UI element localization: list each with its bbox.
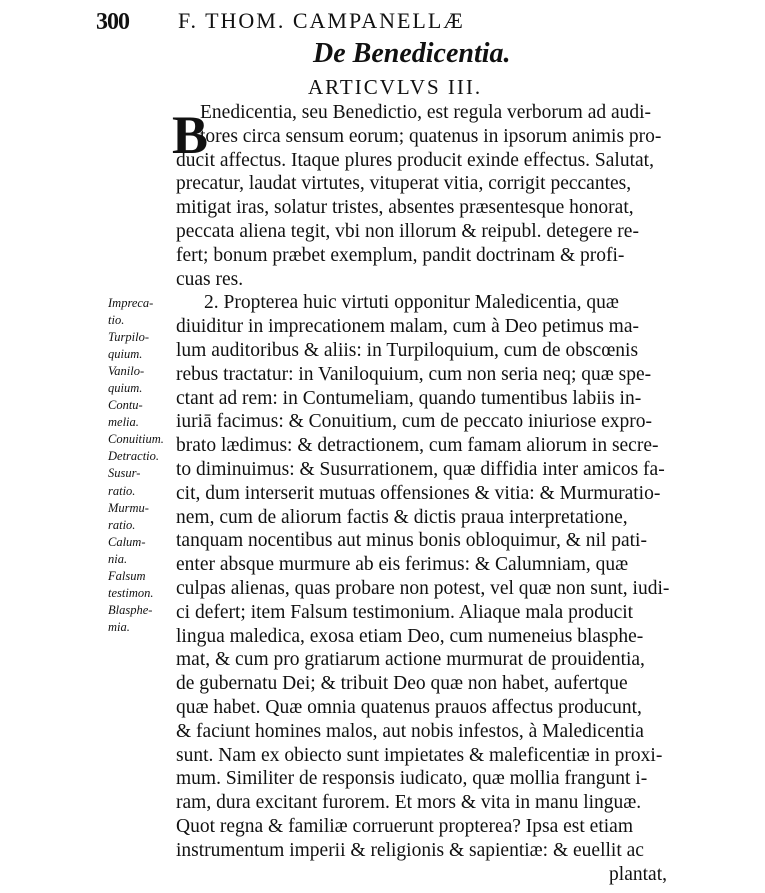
text-line: tanquam nocentibus aut minus bonis obloquimur, & nil pati- <box>176 530 647 552</box>
text-line: Enedicentia, seu Benedictio, est regula verborum ad audi- <box>200 102 652 123</box>
margin-note: Contu- <box>108 398 143 413</box>
text-line: ducit affectus. Itaque plures producit exinde effectus. Salutat, <box>176 149 654 171</box>
text-line: brato lædimus: & detractionem, cum famam aliorum in secre- <box>176 435 659 457</box>
page-number: 300 <box>96 9 129 35</box>
margin-note: Vanilo- <box>108 364 145 379</box>
body-text <box>176 101 671 886</box>
text-line: enter absque murmure ab eis ferimus: & Calumniam, quæ <box>176 554 629 576</box>
margin-note: nia. <box>108 551 128 566</box>
margin-note: quium. <box>108 347 143 362</box>
text-line: ram, dura excitant furorem. Et mors & vita in manu linguæ. <box>176 792 642 814</box>
margin-note: ratio. <box>108 517 136 532</box>
text-line: mat, & cum pro gratiarum actione murmurat de prouidentia, <box>176 649 645 671</box>
text-line: lingua maledica, exosa etiam Deo, cum numeneius blasphe- <box>176 625 644 647</box>
text-line: ci defert; item Falsum testimonium. Aliaque mala producit <box>176 601 634 623</box>
margin-note: Detractio. <box>108 449 160 464</box>
text-line: sunt. Nam ex obiecto sunt impietates & maleficentiæ in proxi- <box>176 744 663 766</box>
text-line: nem, cum de aliorum factis & dictis praua interpretatione, <box>176 506 628 528</box>
text-line: mum. Similiter de responsis iudicato, quæ mollia frangunt i- <box>176 768 648 790</box>
text-line: precatur, laudat virtutes, vituperat vitia, corrigit peccantes, <box>176 173 632 195</box>
margin-note: Calum- <box>108 534 146 549</box>
margin-note: Murmu- <box>108 500 149 515</box>
text-line: de gubernatu Dei; & tribuit Deo quæ non habet, aufertque <box>176 673 628 695</box>
text-line: fert; bonum præbet exemplum, pandit doctrinam & profi- <box>176 244 625 266</box>
text-line: cuas res. <box>176 268 244 290</box>
drop-cap: B <box>172 105 209 165</box>
margin-note: Conuitium. <box>108 432 164 447</box>
text-line: tores circa sensum eorum; quatenus in ipsorum animis pro- <box>200 125 662 147</box>
margin-note: Susur- <box>108 466 141 481</box>
text-line: to diminuimus: & Susurrationem, quæ diffidia inter amicos fa- <box>176 458 665 480</box>
catchword: plantat, <box>609 863 667 885</box>
section-title: De Benedicentia. <box>313 38 511 69</box>
text-line: rebus tractatur: in Vaniloquium, cum non seria neq; quæ spe- <box>176 363 652 385</box>
text-line: cit, dum interserit mutuas offensiones & vitia: & Murmuratio- <box>176 482 661 504</box>
text-line: peccata aliena tegit, vbi non illorum & reipubl. detegere re- <box>176 220 639 242</box>
margin-note: testimon. <box>108 585 154 600</box>
text-line: culpas alienas, quas probare non potest, vel quæ non sunt, iudi- <box>176 577 670 599</box>
text-line: instrumentum imperii & religionis & sapientiæ: & euellit ac <box>176 839 644 861</box>
margin-note: tio. <box>108 313 125 328</box>
margin-notes <box>108 295 176 636</box>
text-line: diuiditur in imprecationem malam, cum à Deo petimus ma- <box>176 316 640 338</box>
text-line: iuriā facimus: & Conuitium, cum de peccato iniuriose expro- <box>176 411 652 433</box>
margin-note: Turpilo- <box>108 330 149 345</box>
margin-note: melia. <box>108 415 139 430</box>
article-label: ARTICVLVS III. <box>308 75 483 99</box>
text-line: quæ habet. Quæ omnia quatenus prauos affectus producunt, <box>176 696 642 718</box>
margin-note: Impreca- <box>108 296 154 310</box>
margin-note: Blasphe- <box>108 602 153 617</box>
margin-note: Falsum <box>108 568 146 583</box>
margin-note: mia. <box>108 619 130 634</box>
text-line: lum auditoribus & aliis: in Turpiloquium, cum de obscœnis <box>176 339 639 361</box>
text-line: Quot regna & familiæ corruerunt propterea? Ipsa est etiam <box>176 815 633 837</box>
text-line: & faciunt homines malos, aut nobis infestos, à Maledicentia <box>176 720 644 742</box>
running-head: F. THOM. CAMPANELLÆ <box>178 8 465 33</box>
margin-note: quium. <box>108 381 143 396</box>
text-line: ctant ad rem: in Contumeliam, quando tumentibus labiis in- <box>176 387 642 409</box>
text-line: mitigat iras, solatur tristes, absentes præsentesque honorat, <box>176 197 634 219</box>
margin-note: ratio. <box>108 483 136 498</box>
paragraph-start-line: 2. Propterea huic virtuti opponitur Maledicentia, quæ <box>204 292 619 314</box>
